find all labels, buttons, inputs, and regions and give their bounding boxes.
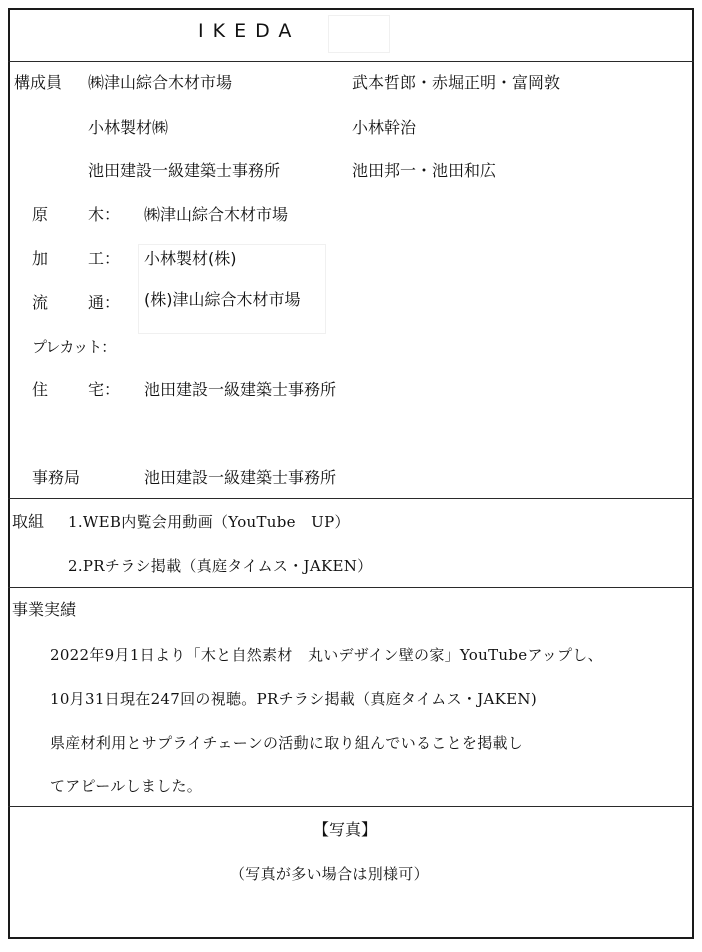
results-line: 県産材利用とサプライチェーンの活動に取り組んでいることを掲載し (50, 734, 524, 752)
results-label: 事業実績 (12, 600, 77, 619)
results-line: てアピールしました。 (50, 777, 203, 795)
members-label: 構成員 (14, 73, 63, 92)
results-line: 10月31日現在247回の視聴。PRチラシ掲載（真庭タイムス・JAKEN) (50, 690, 537, 708)
office-label: 事務局 (32, 468, 81, 487)
role-label: 加 (32, 249, 49, 268)
role-label: 通： (88, 293, 121, 312)
initiative-item: 1.WEB内覧会用動画（YouTube UP） (68, 513, 350, 531)
role-label: 原 (32, 205, 49, 224)
role-label: 流 (32, 293, 49, 312)
role-label: 宅： (88, 380, 121, 399)
member-org: 小林製材㈱ (88, 118, 169, 137)
divider (8, 61, 694, 62)
faint-box (328, 15, 390, 53)
member-people: 小林幹治 (352, 118, 417, 137)
divider (8, 498, 694, 499)
divider (8, 587, 694, 588)
role-value: (株)津山綜合木材市場 (144, 290, 301, 309)
role-label: プレカット： (32, 338, 116, 356)
initiative-item: 2.PRチラシ掲載（真庭タイムス・JAKEN） (68, 557, 373, 575)
photo-note: （写真が多い場合は別様可） (230, 865, 429, 883)
faint-box (138, 244, 326, 334)
member-people: 武本哲郎・赤堀正明・富岡敦 (352, 73, 561, 92)
role-label: 工： (88, 249, 121, 268)
member-org: ㈱津山綜合木材市場 (88, 73, 233, 92)
initiatives-label: 取組 (12, 512, 45, 531)
member-org: 池田建設一級建築士事務所 (88, 161, 281, 180)
results-line: 2022年9月1日より「木と自然素材 丸いデザイン壁の家」YouTubeアップし、 (50, 646, 603, 664)
page-title: IKEDA (198, 20, 301, 42)
role-label: 住 (32, 380, 49, 399)
photo-heading: 【写真】 (313, 820, 378, 839)
office-value: 池田建設一級建築士事務所 (144, 468, 337, 487)
role-value: ㈱津山綜合木材市場 (144, 205, 289, 224)
role-value: 池田建設一級建築士事務所 (144, 380, 337, 399)
role-label: 木： (88, 205, 121, 224)
divider (8, 806, 694, 807)
role-value: 小林製材(株) (144, 249, 237, 268)
member-people: 池田邦一・池田和広 (352, 161, 497, 180)
document-frame (8, 8, 694, 939)
